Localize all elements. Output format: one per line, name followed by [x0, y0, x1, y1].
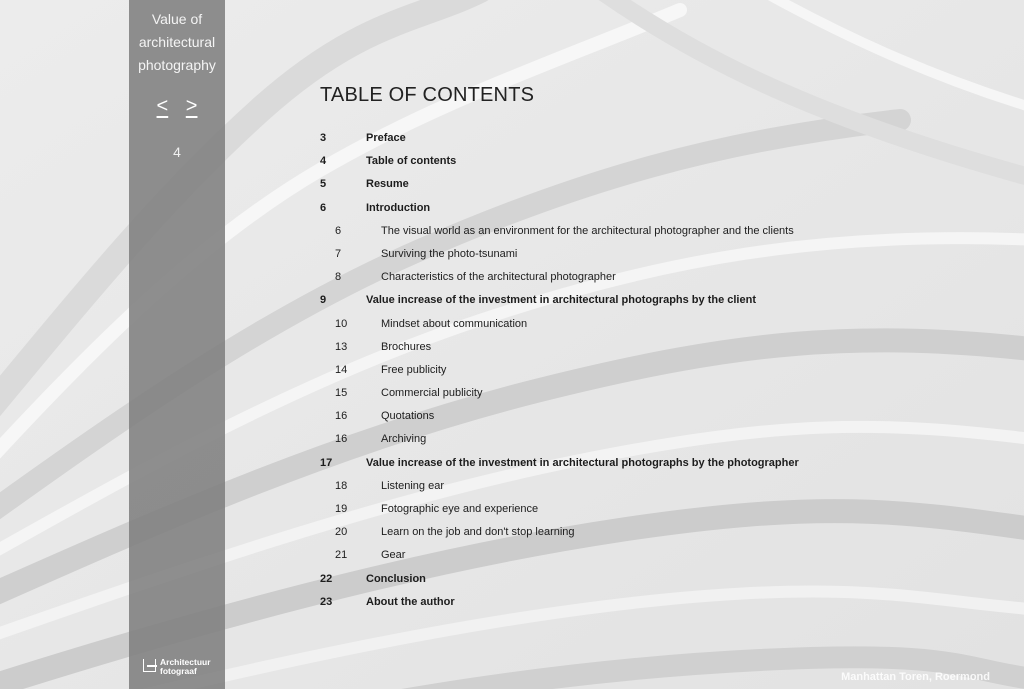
toc-section-entry[interactable] [320, 428, 960, 451]
toc-page-number: 6 [335, 224, 342, 237]
toc-page-number: 13 [335, 340, 348, 353]
toc-page-number: 5 [320, 178, 327, 191]
toc-page-number: 8 [335, 271, 342, 284]
toc-entry-label: Preface [366, 132, 406, 144]
toc-page-number: 7 [335, 247, 342, 260]
page-title: TABLE OF CONTENTS [320, 84, 535, 106]
toc-entry-label: Table of contents [366, 155, 457, 168]
toc-page-number: 16 [335, 410, 348, 423]
toc-entry-label: Conclusion [366, 572, 426, 585]
toc-entry-label: Quotations [381, 410, 435, 423]
toc-page-number: 18 [335, 479, 348, 492]
toc-chapter-entry[interactable] [320, 173, 960, 196]
toc-entry-label: Commercial publicity [381, 387, 483, 400]
logo-mark-icon [143, 659, 156, 672]
toc-entry-label: About the author [366, 595, 455, 608]
logo-text [160, 658, 211, 676]
document-title-line: architectural [138, 34, 216, 50]
page-navigation [129, 95, 225, 118]
toc-section-entry[interactable] [320, 266, 960, 289]
toc-section-entry[interactable] [320, 498, 960, 521]
toc-page-number: 4 [320, 155, 327, 168]
toc-entry-label: Value increase of the investment in architectural photographs by the photographer [366, 456, 799, 469]
toc-section-entry[interactable] [320, 359, 960, 382]
toc-page-number: 9 [320, 294, 327, 307]
toc-entry-label: Introduction [366, 201, 431, 214]
brand-logo[interactable] [143, 657, 223, 685]
document-title [129, 8, 225, 77]
previous-page-button[interactable]: < [156, 95, 169, 117]
toc-page-number: 23 [320, 595, 333, 608]
toc-entry-label: Surviving the photo-tsunami [381, 247, 518, 260]
next-page-button[interactable]: > [185, 95, 198, 117]
toc-section-entry[interactable] [320, 544, 960, 567]
logo-text-line: Architectuur [160, 657, 211, 667]
current-page-number: 4 [173, 144, 181, 160]
toc-page-number: 21 [335, 549, 348, 562]
sidebar [129, 0, 225, 689]
toc-section-entry[interactable] [320, 382, 960, 405]
toc-chapter-entry[interactable] [320, 289, 960, 312]
toc-entry-label: Resume [366, 178, 409, 191]
toc-entry-label: Archiving [381, 433, 427, 446]
toc-chapter-entry[interactable] [320, 568, 960, 591]
toc-page-number: 10 [335, 317, 348, 330]
toc-section-entry[interactable] [320, 521, 960, 544]
toc-page-number: 17 [320, 456, 333, 469]
toc-chapter-entry[interactable] [320, 127, 960, 150]
toc-section-entry[interactable] [320, 405, 960, 428]
toc-entry-label: Characteristics of the architectural photographer [381, 271, 616, 284]
toc-entry-label: Listening ear [381, 479, 444, 492]
toc-chapter-entry[interactable] [320, 452, 960, 475]
toc-section-entry[interactable] [320, 243, 960, 266]
toc-chapter-entry[interactable] [320, 150, 960, 173]
toc-entry-label: Learn on the job and don't stop learning [381, 526, 575, 539]
toc-page-number: 20 [335, 526, 348, 539]
toc-section-entry[interactable] [320, 220, 960, 243]
toc-entry-label: The visual world as an environment for the architectural photographer and the clients [381, 224, 794, 237]
table-of-contents [320, 127, 960, 614]
toc-page-number: 19 [335, 503, 348, 515]
toc-page-number: 3 [320, 132, 327, 144]
toc-section-entry[interactable] [320, 475, 960, 498]
document-title-line: Value of [151, 11, 203, 27]
toc-chapter-entry[interactable] [320, 197, 960, 220]
toc-page-number: 6 [320, 201, 327, 214]
toc-page-number: 14 [335, 363, 348, 376]
toc-entry-label: Mindset about communication [381, 317, 528, 330]
toc-entry-label: Fotographic eye and experience [381, 503, 539, 515]
toc-page-number: 15 [335, 387, 348, 400]
toc-entry-label: Free publicity [381, 363, 447, 376]
toc-entry-label: Value increase of the investment in architectural photographs by the client [366, 294, 756, 307]
toc-section-entry[interactable] [320, 313, 960, 336]
toc-entry-label: Gear [381, 549, 406, 562]
toc-page-number: 22 [320, 572, 333, 585]
toc-entry-label: Brochures [381, 340, 432, 353]
logo-text-line: fotograaf [160, 666, 197, 676]
document-title-line: photography [138, 57, 216, 73]
toc-page-number: 16 [335, 433, 348, 446]
photo-caption: Manhattan Toren, Roermond [841, 671, 990, 683]
toc-section-entry[interactable] [320, 336, 960, 359]
toc-chapter-entry[interactable] [320, 591, 960, 614]
